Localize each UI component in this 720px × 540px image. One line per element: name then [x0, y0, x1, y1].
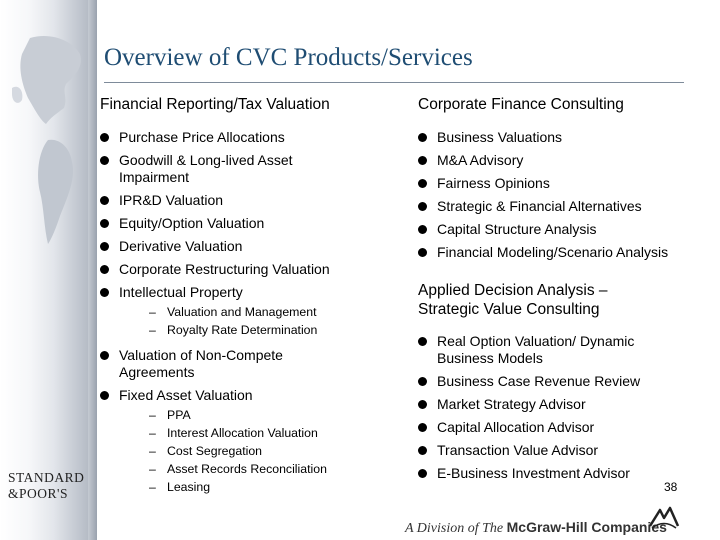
- bullet-icon: [100, 156, 109, 165]
- list-item-label: IPR&D Valuation: [119, 192, 224, 208]
- list-item-label: Derivative Valuation: [119, 238, 243, 254]
- bullet-icon: [418, 156, 427, 165]
- bullet-icon: [418, 400, 427, 409]
- sub-item: [149, 460, 400, 478]
- page-title: Overview of CVC Products/Services: [104, 44, 473, 71]
- dash-icon: –: [149, 462, 156, 476]
- list-item-label: E-Business Investment Advisor: [437, 465, 630, 481]
- list-item-label: Capital Allocation Advisor: [437, 419, 595, 435]
- list-item-label: Capital Structure Analysis: [437, 221, 597, 237]
- left-heading: Financial Reporting/Tax Valuation: [100, 96, 330, 113]
- dash-icon: –: [149, 426, 156, 440]
- standard-poors-logo: [8, 470, 86, 502]
- fixed-asset-sublist: [149, 406, 400, 496]
- dash-icon: –: [149, 444, 156, 458]
- sub-item-label: PPA: [167, 408, 191, 422]
- list-item: [418, 419, 718, 436]
- list-item: [100, 347, 400, 381]
- dash-icon: –: [149, 408, 156, 422]
- footer-company: McGraw-Hill Companies: [506, 519, 667, 535]
- sub-item: [149, 424, 400, 442]
- logo-line-1: STANDARD: [8, 470, 85, 485]
- list-item-label: Corporate Restructuring Valuation: [119, 261, 330, 277]
- bullet-icon: [418, 377, 427, 386]
- list-item: [100, 152, 400, 186]
- list-item: [418, 442, 718, 459]
- sub-item: [149, 321, 400, 339]
- list-item-label: Financial Modeling/Scenario Analysis: [437, 244, 669, 260]
- sub-item: [149, 303, 400, 321]
- list-item: [100, 284, 400, 339]
- bullet-icon: [418, 202, 427, 211]
- bullet-icon: [100, 391, 109, 400]
- list-item-label: M&A Advisory: [437, 152, 524, 168]
- list-item: [418, 244, 718, 261]
- list-item-label: Business Valuations: [437, 129, 563, 145]
- sub-item-label: Valuation and Management: [167, 305, 317, 319]
- list-item: [418, 373, 718, 390]
- list-item-label: Fixed Asset Valuation: [119, 387, 253, 403]
- dash-icon: –: [149, 323, 156, 337]
- list-item: [418, 175, 718, 192]
- list-item: [418, 221, 718, 238]
- footer-tagline: [405, 519, 667, 537]
- bullet-icon: [418, 133, 427, 142]
- bullet-icon: [100, 351, 109, 360]
- bullet-icon: [418, 337, 427, 346]
- list-item-label: Market Strategy Advisor: [437, 396, 586, 412]
- list-item-label: Equity/Option Valuation: [119, 215, 265, 231]
- bullet-icon: [418, 225, 427, 234]
- sub-item: [149, 478, 400, 496]
- sub-item-label: Royalty Rate Determination: [167, 323, 318, 337]
- list-item: [418, 333, 718, 367]
- page-number: 38: [664, 480, 678, 494]
- list-item: [418, 396, 718, 413]
- list-item-label: Real Option Valuation/ Dynamic Business Models: [437, 333, 635, 366]
- corporate-finance-list: [418, 129, 718, 261]
- list-item-label: Intellectual Property: [119, 284, 243, 300]
- sub-item: [149, 406, 400, 424]
- list-item: [100, 238, 400, 255]
- right-heading-applied-decision: Applied Decision Analysis – Strategic Value Consulting: [418, 282, 608, 318]
- right-heading-corporate-finance: Corporate Finance Consulting: [418, 96, 624, 113]
- list-item-label: Fairness Opinions: [437, 175, 550, 191]
- bullet-icon: [100, 196, 109, 205]
- bullet-icon: [100, 219, 109, 228]
- bullet-icon: [100, 265, 109, 274]
- list-item-label: Goodwill & Long-lived Asset Impairment: [119, 152, 293, 185]
- bullet-icon: [100, 288, 109, 297]
- dash-icon: –: [149, 305, 156, 319]
- left-list: [100, 129, 400, 496]
- mcgraw-hill-logo-icon: [646, 506, 682, 532]
- bullet-icon: [418, 179, 427, 188]
- right-column: [418, 96, 718, 488]
- ip-sublist: [149, 303, 400, 339]
- footer-prefix: A Division of The: [405, 521, 507, 536]
- bullet-icon: [418, 469, 427, 478]
- list-item: [100, 261, 400, 278]
- sub-item-label: Asset Records Reconciliation: [167, 462, 327, 476]
- left-column: [100, 96, 400, 504]
- bullet-icon: [418, 423, 427, 432]
- bullet-icon: [418, 446, 427, 455]
- sub-item-label: Cost Segregation: [167, 444, 263, 458]
- list-item-label: Purchase Price Allocations: [119, 129, 285, 145]
- sidebar-decoration: [0, 0, 97, 540]
- list-item: [100, 129, 400, 146]
- logo-line-2: &POOR'S: [8, 486, 68, 501]
- list-item-label: Transaction Value Advisor: [437, 442, 599, 458]
- bullet-icon: [418, 248, 427, 257]
- list-item: [100, 215, 400, 232]
- dash-icon: –: [149, 480, 156, 494]
- list-item: [100, 192, 400, 209]
- list-item-label: Business Case Revenue Review: [437, 373, 641, 389]
- list-item-label: Valuation of Non-Compete Agreements: [119, 347, 283, 380]
- sub-item: [149, 442, 400, 460]
- list-item: [100, 387, 400, 496]
- sub-item-label: Interest Allocation Valuation: [167, 426, 318, 440]
- sub-item-label: Leasing: [167, 480, 211, 494]
- list-item: [418, 198, 718, 215]
- applied-decision-list: [418, 333, 718, 482]
- list-item: [418, 152, 718, 169]
- list-item-label: Strategic & Financial Alternatives: [437, 198, 642, 214]
- bullet-icon: [100, 133, 109, 142]
- globe-icon: [10, 28, 92, 258]
- bullet-icon: [100, 242, 109, 251]
- title-divider: [104, 82, 684, 83]
- list-item: [418, 129, 718, 146]
